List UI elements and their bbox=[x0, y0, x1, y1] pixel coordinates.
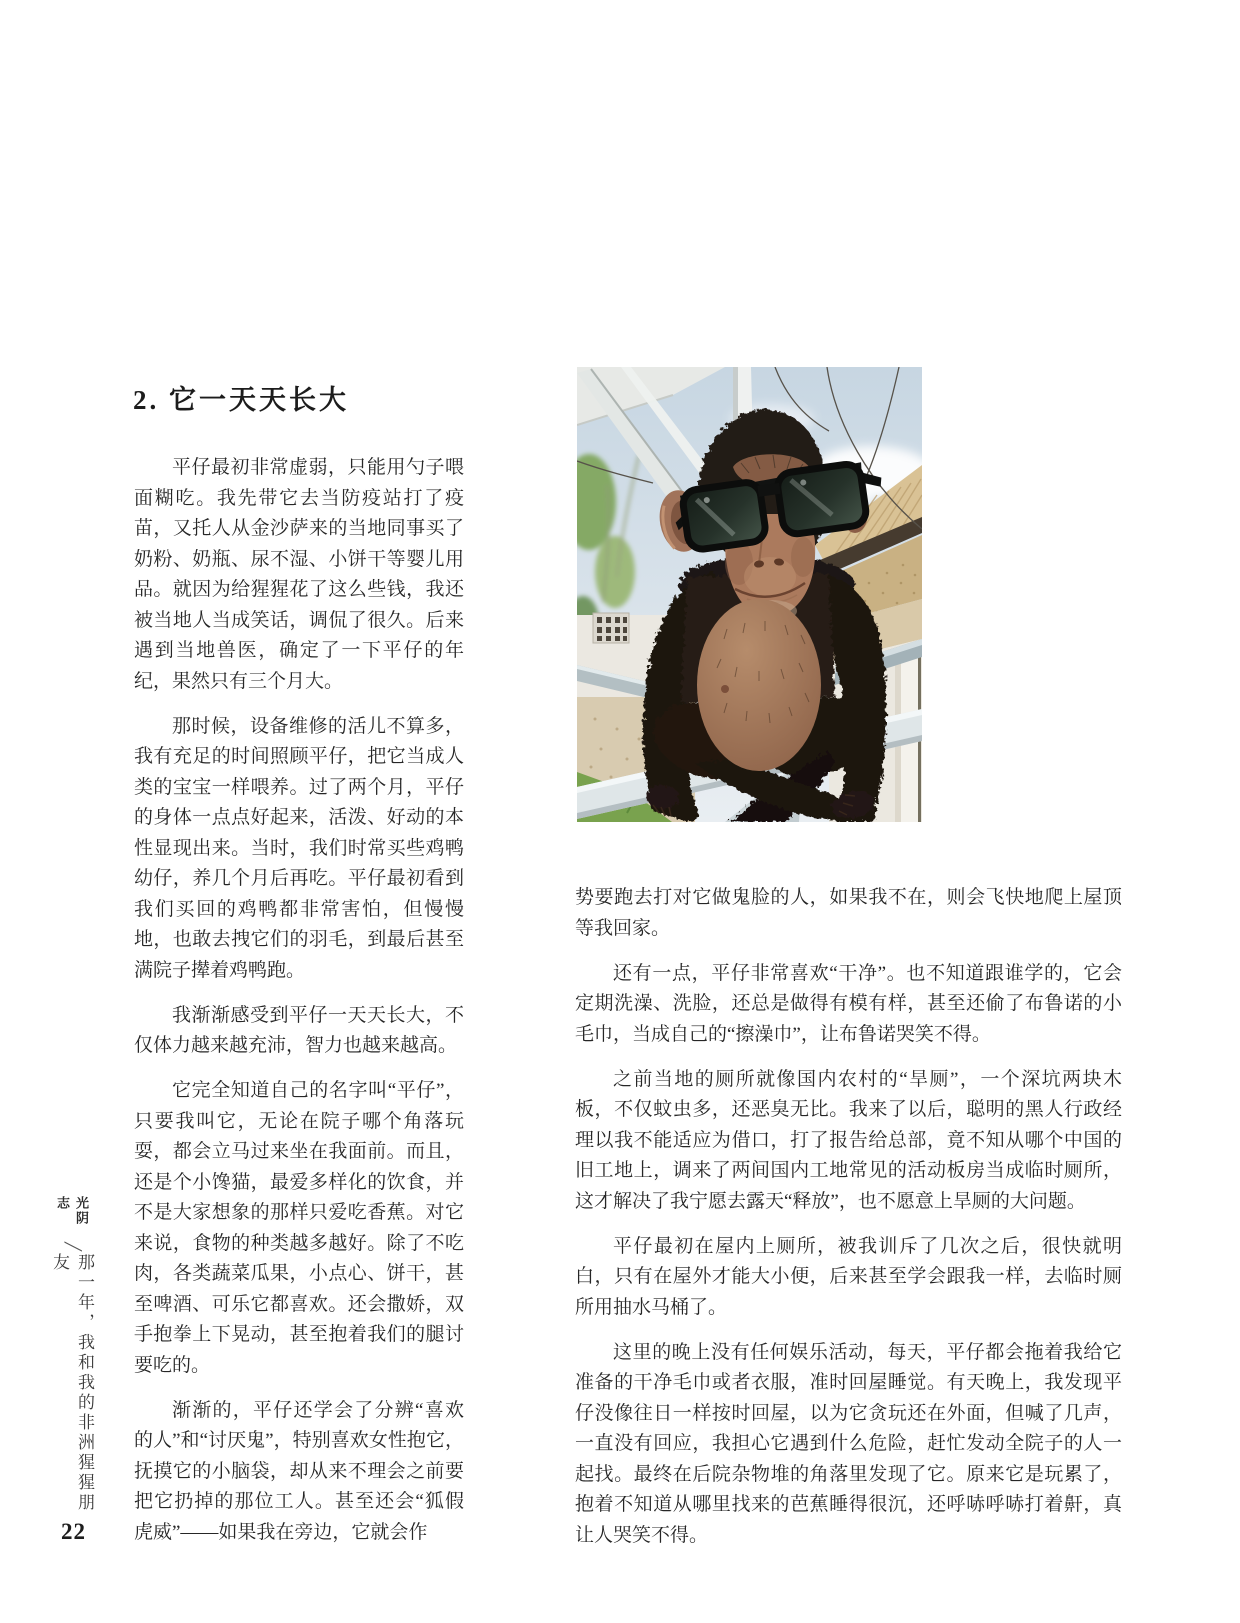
section-title: 2. 它一天天长大 bbox=[133, 385, 349, 416]
sidebar-slash-icon: ╱ bbox=[64, 1241, 80, 1251]
paragraph: 还有一点，平仔非常喜欢“干净”。也不知道跟谁学的，它会定期洗澡、洗脸，还总是做得有模有样，甚至还偷了布鲁诺的小毛巾，当成自己的“擦澡巾”，让布鲁诺哭笑不得。 bbox=[575, 962, 1122, 1045]
sidebar-book-title: 那一年，我和我的非洲猩猩朋友 bbox=[50, 1252, 94, 1513]
nipple bbox=[721, 685, 729, 693]
belly bbox=[697, 599, 821, 771]
paragraph: 平仔最初在屋内上厕所，被我训斥了几次之后，很快就明白，只有在屋外才能大小便，后来甚至学会跟我一样，去临时厕所用抽水马桶了。 bbox=[575, 1235, 1122, 1318]
paragraph: 平仔最初非常虚弱，只能用勺子喂面糊吃。我先带它去当防疫站打了疫苗，又托人从金沙萨来的当地同事买了奶粉、奶瓶、尿不湿、小饼干等婴儿用品。就因为给猩猩花了这么些钱，我还被当地人当成笑话，调侃了很久。后来遇到当地兽医，确定了一下平仔的年纪，果然只有三个月大。 bbox=[134, 457, 464, 692]
right-lens bbox=[776, 463, 868, 536]
left-lens bbox=[681, 481, 767, 551]
chimpanzee-photo bbox=[577, 367, 922, 822]
page-number: 22 bbox=[61, 1519, 86, 1544]
left-column bbox=[134, 453, 464, 1563]
paragraph: 我渐渐感受到平仔一天天长大，不仅体力越来越充沛，智力也越来越高。 bbox=[134, 1004, 464, 1056]
paragraph: 它完全知道自己的名字叫“平仔”，只要我叫它，无论在院子哪个角落玩耍，都会立马过来坐在我面前。而且，还是个小馋猫，最爱多样化的饮食，并不是大家想象的那样只爱吃香蕉。对它来说，食物的种类越多越好。除了不吃肉，各类蔬菜瓜果，小点心、饼干，甚至啤酒、可乐它都喜欢。还会撒娇，双手抱拳上下晃动，甚至抱着我们的腿讨要吃的。 bbox=[134, 1080, 464, 1376]
hand bbox=[647, 785, 679, 809]
paragraph: 那时候，设备维修的活儿不算多，我有充足的时间照顾平仔，把它当成人类的宝宝一样喂养。过了两个月，平仔的身体一点点好起来，活泼、好动的本性显现出来。当时，我们时常买些鸡鸭幼仔，养几个月后再吃。平仔最初看到我们买回的鸡鸭都非常害怕，但慢慢地，也敢去拽它们的羽毛，到最后甚至满院子撵着鸡鸭跑。 bbox=[134, 715, 464, 981]
right-column bbox=[575, 883, 1122, 1566]
sidebar-brand: 光阴志 bbox=[55, 1196, 89, 1226]
sidebar bbox=[50, 1196, 94, 1526]
paragraph: 势要跑去打对它做鬼脸的人，如果我不在，则会飞快地爬上屋顶等我回家。 bbox=[575, 887, 1122, 939]
chimpanzee-photo-illustration bbox=[577, 367, 922, 822]
paragraph: 之前当地的厕所就像国内农村的“旱厕”，一个深坑两块木板，不仅蚊虫多，还恶臭无比。我来了以后，聪明的黑人行政经理以我不能适应为借口，打了报告给总部，竟不知从哪个中国的旧工地上，调来了两间国内工地常见的活动板房当成临时厕所，这才解决了我宁愿去露天“释放”，也不愿意上旱厕的大问题。 bbox=[575, 1068, 1122, 1212]
paragraph: 这里的晚上没有任何娱乐活动，每天，平仔都会拖着我给它准备的干净毛巾或者衣服，准时回屋睡觉。有天晚上，我发现平仔没像往日一样按时回屋，以为它贪玩还在外面，但喊了几声，一直没有回应，我担心它遇到什么危险，赶忙发动全院子的人一起找。最终在后院杂物堆的角落里发现了它。原来它是玩累了，抱着不知道从哪里找来的芭蕉睡得很沉，还呼哧呼哧打着鼾，真让人哭笑不得。 bbox=[575, 1341, 1122, 1546]
paragraph: 渐渐的，平仔还学会了分辨“喜欢的人”和“讨厌鬼”，特别喜欢女性抱它，抚摸它的小脑袋，却从来不理会之前要把它扔掉的那位工人。甚至还会“狐假虎威”——如果我在旁边，它就会作 bbox=[134, 1399, 464, 1543]
